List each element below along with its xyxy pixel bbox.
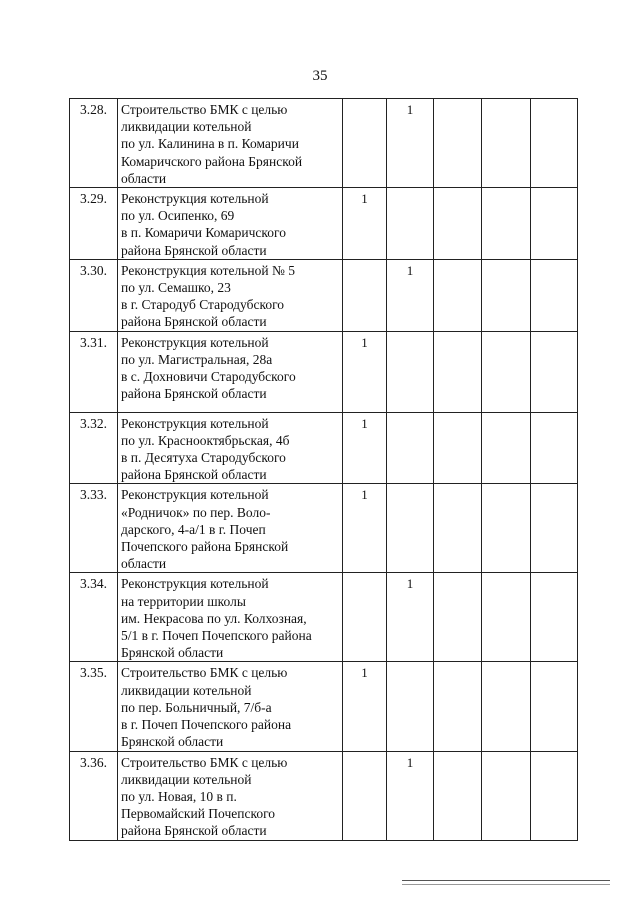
row-value-cell (343, 751, 387, 840)
table-row (70, 484, 578, 573)
row-value-cell (531, 331, 578, 412)
row-value-cell (387, 484, 434, 573)
row-description: Строительство БМК с целью ликвидации котельной по ул. Новая, 10 в п. Первомайский Почепского района Брянской области (118, 751, 343, 840)
row-value-cell (343, 99, 387, 188)
table-row (70, 662, 578, 751)
row-mark: 1 (343, 412, 387, 484)
row-value-cell (482, 412, 531, 484)
table-row (70, 331, 578, 412)
table-row (70, 99, 578, 188)
row-value-cell (387, 412, 434, 484)
row-mark: 1 (343, 188, 387, 260)
row-value-cell (434, 484, 482, 573)
row-mark: 1 (343, 331, 387, 412)
row-value-cell (387, 662, 434, 751)
row-value-cell (482, 662, 531, 751)
row-value-cell (531, 751, 578, 840)
row-mark: 1 (387, 573, 434, 662)
row-value-cell (531, 573, 578, 662)
row-value-cell (531, 484, 578, 573)
table-row (70, 412, 578, 484)
row-value-cell (434, 99, 482, 188)
row-mark: 1 (387, 751, 434, 840)
table-row (70, 259, 578, 331)
row-value-cell (434, 331, 482, 412)
row-value-cell (482, 751, 531, 840)
row-mark: 1 (387, 99, 434, 188)
footer-rule (402, 880, 610, 881)
row-value-cell (434, 188, 482, 260)
row-value-cell (434, 751, 482, 840)
row-value-cell (482, 484, 531, 573)
row-description: Строительство БМК с целью ликвидации котельной по ул. Калинина в п. Комаричи Комаричского района Брянской области (118, 99, 343, 188)
table-row (70, 573, 578, 662)
row-description: Строительство БМК с целью ликвидации котельной по пер. Больничный, 7/б-а в г. Почеп Почепского района Брянской области (118, 662, 343, 751)
row-description: Реконструкция котельной по ул. Осипенко, 69 в п. Комаричи Комаричского района Брянской области (118, 188, 343, 260)
works-table (69, 98, 578, 841)
row-value-cell (531, 188, 578, 260)
row-value-cell (531, 412, 578, 484)
row-value-cell (531, 662, 578, 751)
row-mark: 1 (343, 484, 387, 573)
row-mark: 1 (387, 259, 434, 331)
row-value-cell (434, 662, 482, 751)
page-number: 35 (312, 68, 328, 84)
row-number: 3.28. (70, 99, 118, 188)
row-description: Реконструкция котельной на территории школы им. Некрасова по ул. Колхозная, 5/1 в г. Почеп Почепского района Брянской области (118, 573, 343, 662)
row-number: 3.32. (70, 412, 118, 484)
row-number: 3.30. (70, 259, 118, 331)
footer-rule-secondary (402, 884, 610, 885)
row-value-cell (387, 188, 434, 260)
row-value-cell (531, 99, 578, 188)
row-value-cell (482, 259, 531, 331)
row-number: 3.35. (70, 662, 118, 751)
row-mark: 1 (343, 662, 387, 751)
row-value-cell (343, 573, 387, 662)
row-value-cell (434, 412, 482, 484)
table-row (70, 188, 578, 260)
row-description: Реконструкция котельной № 5 по ул. Семашко, 23 в г. Стародуб Стародубского района Брянской области (118, 259, 343, 331)
row-number: 3.29. (70, 188, 118, 260)
row-value-cell (387, 331, 434, 412)
row-number: 3.33. (70, 484, 118, 573)
row-description: Реконструкция котельной по ул. Магистральная, 28а в с. Дохновичи Стародубского района Брянской области (118, 331, 343, 412)
row-number: 3.34. (70, 573, 118, 662)
row-value-cell (434, 573, 482, 662)
row-description: Реконструкция котельной «Родничок» по пер. Воло- дарского, 4-а/1 в г. Почеп Почепского района Брянской области (118, 484, 343, 573)
row-value-cell (343, 259, 387, 331)
row-description: Реконструкция котельной по ул. Краснооктябрьская, 4б в п. Десятуха Стародубского района Брянской области (118, 412, 343, 484)
row-value-cell (482, 188, 531, 260)
row-value-cell (482, 331, 531, 412)
row-value-cell (531, 259, 578, 331)
row-value-cell (482, 99, 531, 188)
table-row (70, 751, 578, 840)
row-number: 3.31. (70, 331, 118, 412)
row-value-cell (482, 573, 531, 662)
row-number: 3.36. (70, 751, 118, 840)
row-value-cell (434, 259, 482, 331)
